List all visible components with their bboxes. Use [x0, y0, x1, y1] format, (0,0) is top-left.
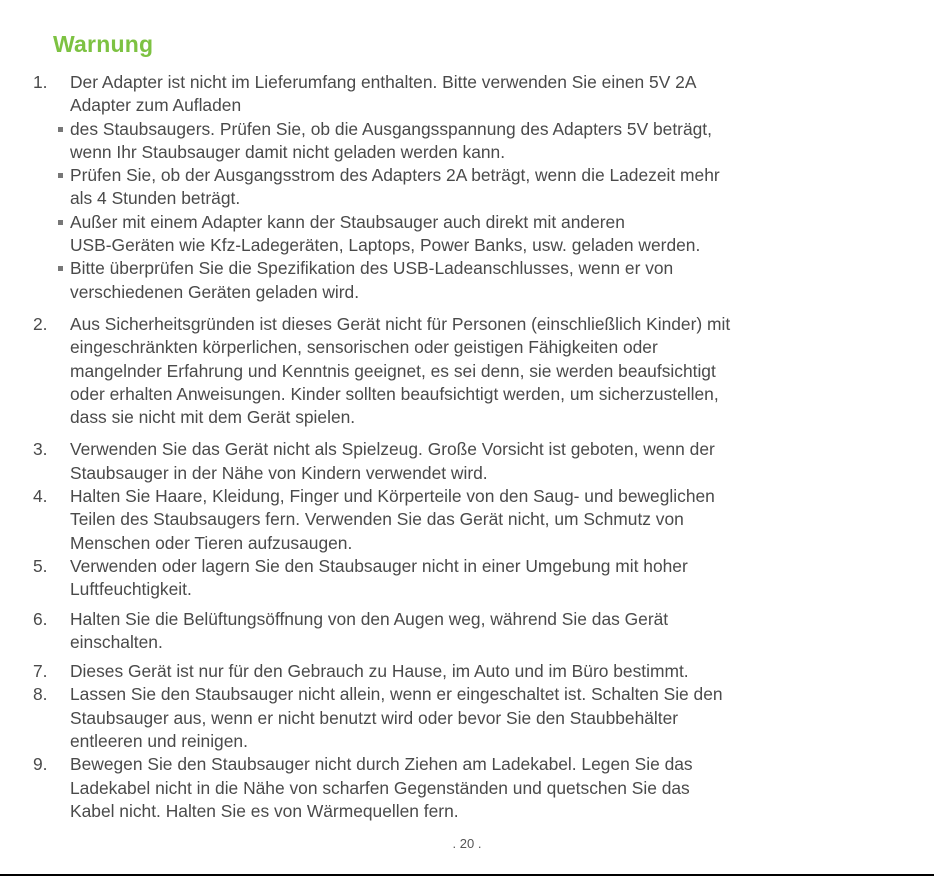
- item-text-line: entleeren und reinigen.: [70, 731, 248, 752]
- sub-list-item: [30, 257, 910, 304]
- sub-item-text-line: wenn Ihr Staubsauger damit nicht geladen werden kann.: [70, 141, 506, 162]
- sub-item-text-line: Prüfen Sie, ob der Ausgangsstrom des Adapters 2A beträgt, wenn die Ladezeit mehr: [70, 165, 720, 186]
- item-text-line: Teilen des Staubsaugers fern. Verwenden Sie das Gerät nicht, um Schmutz von: [70, 509, 684, 530]
- list-item-3: [30, 438, 910, 485]
- item-text-line: Lassen Sie den Staubsauger nicht allein, wenn er eingeschaltet ist. Schalten Sie den: [70, 684, 723, 705]
- item-number: 8.: [33, 684, 48, 705]
- item-text-line: mangelnder Erfahrung und Kenntnis geeignet, es sei denn, sie werden beaufsichtigt: [70, 360, 716, 381]
- warning-list: [30, 71, 910, 823]
- item-number: 4.: [33, 486, 48, 507]
- bullet-icon: [58, 266, 63, 271]
- item-text-line: Menschen oder Tieren aufzusaugen.: [70, 532, 353, 553]
- sub-list-item: [30, 118, 910, 165]
- item-number: 5.: [33, 555, 48, 576]
- item-text-line: Verwenden Sie das Gerät nicht als Spielzeug. Große Vorsicht ist geboten, wenn der: [70, 439, 715, 460]
- list-item-4: [30, 485, 910, 555]
- sub-item-text-line: Außer mit einem Adapter kann der Staubsauger auch direkt mit anderen: [70, 211, 625, 232]
- item-text-line: Kabel nicht. Halten Sie es von Wärmequellen fern.: [70, 800, 459, 821]
- list-item-8: [30, 683, 910, 753]
- item-text-line: Verwenden oder lagern Sie den Staubsauger nicht in einer Umgebung mit hoher: [70, 555, 688, 576]
- list-item-7: [30, 660, 910, 683]
- page-title: Warnung: [53, 31, 154, 57]
- sub-list-item: [30, 164, 910, 211]
- list-item-6: [30, 608, 910, 655]
- page-number: . 20 .: [452, 836, 482, 851]
- sub-item-text-line: USB-Geräten wie Kfz-Ladegeräten, Laptops, Power Banks, usw. geladen werden.: [70, 235, 701, 256]
- item-text-line: Aus Sicherheitsgründen ist dieses Gerät nicht für Personen (einschließlich Kinder) mit: [70, 313, 731, 334]
- sub-list-item: [30, 211, 910, 258]
- item-text-line: Dieses Gerät ist nur für den Gebrauch zu Hause, im Auto und im Büro bestimmt.: [70, 661, 689, 682]
- item-number: 1.: [33, 72, 48, 92]
- sub-item-text-line: als 4 Stunden beträgt.: [70, 188, 241, 209]
- item-text-line: dass sie nicht mit dem Gerät spielen.: [70, 407, 356, 428]
- item-text-line: eingeschränkten körperlichen, sensorischen oder geistigen Fähigkeiten oder: [70, 337, 658, 358]
- item-text-line: Bewegen Sie den Staubsauger nicht durch Ziehen am Ladekabel. Legen Sie das: [70, 754, 693, 775]
- item-text-line: Adapter zum Aufladen: [70, 95, 242, 116]
- bullet-icon: [58, 127, 63, 132]
- item-number: 7.: [33, 661, 48, 682]
- bullet-icon: [58, 220, 63, 225]
- item-text-line: einschalten.: [70, 631, 163, 652]
- item-number: 2.: [33, 313, 48, 334]
- bullet-icon: [58, 173, 63, 178]
- item-text-line: oder erhalten Anweisungen. Kinder sollten beaufsichtigt werden, um sicherzustellen,: [70, 383, 719, 404]
- item-text-line: Luftfeuchtigkeit.: [70, 579, 192, 600]
- item-number: 9.: [33, 754, 48, 775]
- item-text-line: Halten Sie die Belüftungsöffnung von den Augen weg, während Sie das Gerät: [70, 608, 669, 629]
- item-number: 6.: [33, 608, 48, 629]
- item-text-line: Der Adapter ist nicht im Lieferumfang enthalten. Bitte verwenden Sie einen 5V 2A: [70, 72, 697, 92]
- item-text-line: Staubsauger in der Nähe von Kindern verwendet wird.: [70, 462, 488, 483]
- sub-item-text-line: verschiedenen Geräten geladen wird.: [70, 281, 360, 302]
- bottom-rule: [0, 874, 934, 876]
- sub-item-text-line: Bitte überprüfen Sie die Spezifikation des USB-Ladeanschlusses, wenn er von: [70, 258, 674, 279]
- list-item-2: [30, 313, 910, 429]
- list-item-5: [30, 555, 910, 602]
- sub-item-text-line: des Staubsaugers. Prüfen Sie, ob die Ausgangsspannung des Adapters 5V beträgt,: [70, 118, 712, 139]
- item-text-line: Ladekabel nicht in die Nähe von scharfen Gegenständen und quetschen Sie das: [70, 777, 690, 798]
- list-item-1: [30, 71, 910, 118]
- list-item-9: [30, 753, 910, 823]
- item-text-line: Staubsauger aus, wenn er nicht benutzt wird oder bevor Sie den Staubbehälter: [70, 707, 679, 728]
- item-number: 3.: [33, 439, 48, 460]
- item-text-line: Halten Sie Haare, Kleidung, Finger und Körperteile von den Saug- und beweglichen: [70, 486, 715, 507]
